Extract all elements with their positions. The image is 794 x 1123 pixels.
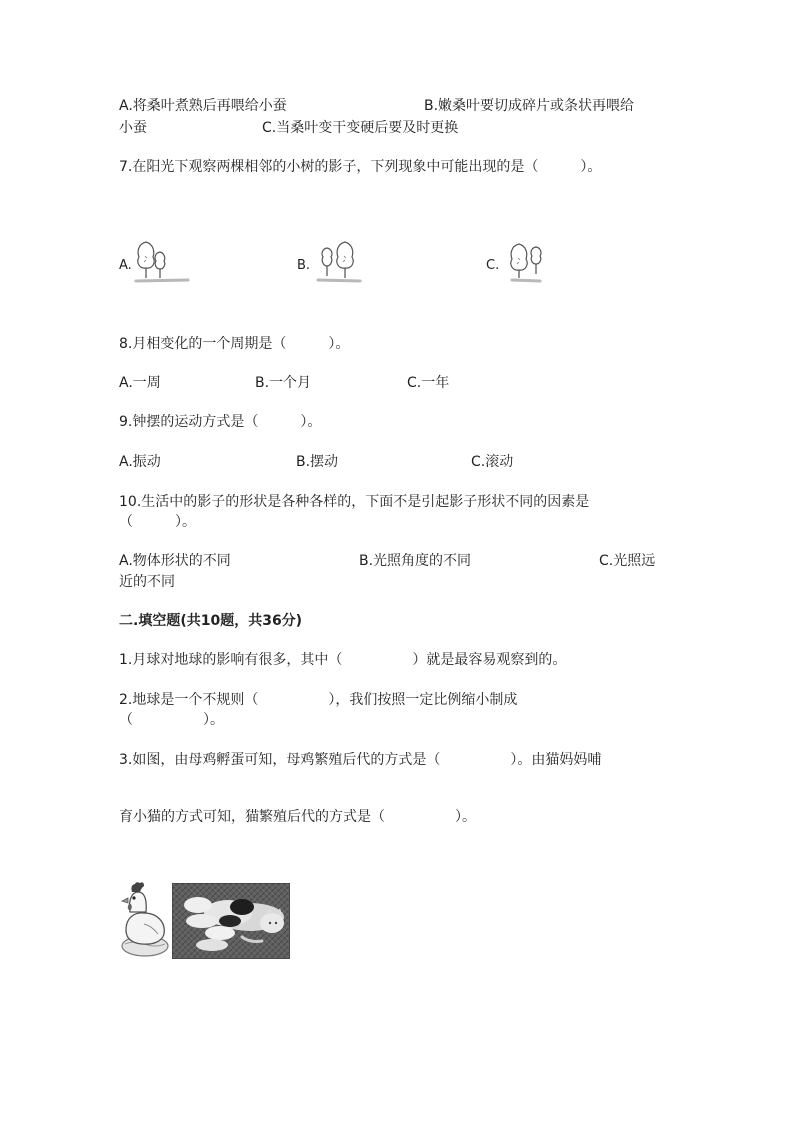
q7-stem: 7.在阳光下观察两棵相邻的小树的影子，下列现象中可能出现的是（ ）。 [119, 159, 602, 175]
q10-option-c-line2: 近的不同 [119, 574, 175, 590]
q7-option-b-label: B. [297, 258, 311, 273]
section-heading: 二.填空题(共10题，共36分) [119, 613, 303, 629]
fill-q2-line2: （ ）。 [119, 712, 224, 728]
trees-shadow-right-icon [134, 240, 190, 284]
fill-q3-line2: 育小猫的方式可知，猫繁殖后代的方式是（ ）。 [119, 809, 476, 825]
q8-option-c: C.一年 [407, 375, 450, 391]
q7-option-c-label: C. [486, 258, 500, 273]
q6-option-a: A.将桑叶煮熟后再喂给小蚕 [119, 98, 287, 114]
q8-stem: 8.月相变化的一个周期是（ ）。 [119, 336, 350, 352]
q9-stem: 9.钟摆的运动方式是（ ）。 [119, 414, 322, 430]
q10-option-b: B.光照角度的不同 [359, 553, 472, 569]
q9-option-a: A.振动 [119, 454, 161, 470]
fill-q1: 1.月球对地球的影响有很多，其中（ ）就是最容易观察到的。 [119, 652, 567, 668]
q10-stem-line1: 10.生活中的影子的形状是各种各样的，下面不是引起影子形状不同的因素是 [119, 494, 590, 510]
cat-nursing-kittens-photo [172, 883, 290, 959]
q6-option-b: B.嫩桑叶要切成碎片或条状再喂给 [424, 98, 635, 114]
q10-option-a: A.物体形状的不同 [119, 553, 231, 569]
q8-option-b: B.一个月 [255, 375, 312, 391]
q9-option-b: B.摆动 [296, 454, 339, 470]
q6-option-b-continued: 小蚕 [119, 120, 147, 136]
q6-option-c: C.当桑叶变干变硬后要及时更换 [262, 120, 459, 136]
q10-stem-line2: （ ）。 [119, 514, 196, 530]
trees-shadow-left-icon [316, 240, 362, 284]
q7-option-a-label: A. [119, 258, 132, 273]
fill-q2-line1: 2.地球是一个不规则（ ），我们按照一定比例缩小制成 [119, 692, 518, 708]
q10-option-c-line1: C.光照远 [599, 553, 656, 569]
trees-shadow-front-icon [506, 240, 546, 284]
hen-on-nest-icon [120, 882, 170, 958]
fill-q3-line1: 3.如图，由母鸡孵蛋可知，母鸡繁殖后代的方式是（ ）。由猫妈妈哺 [119, 752, 602, 768]
q8-option-a: A.一周 [119, 375, 161, 391]
q9-option-c: C.滚动 [471, 454, 514, 470]
